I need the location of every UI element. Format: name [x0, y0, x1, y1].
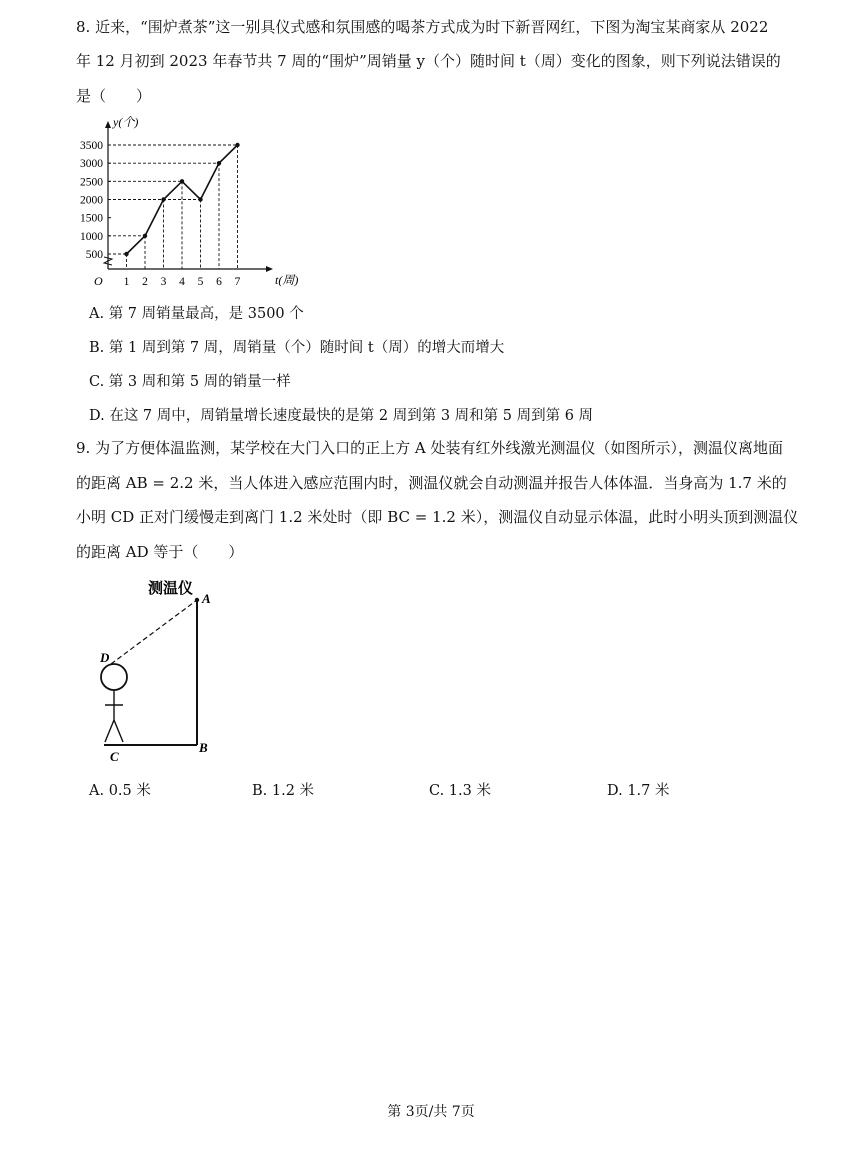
q8-option-d: D. 在这 7 周中，周销量增长速度最快的是第 2 周到第 3 周和第 5 周到第 6 周: [89, 408, 594, 424]
x-axis-label: t(周): [275, 273, 299, 287]
point-d-label: D: [100, 650, 110, 665]
data-point: [198, 197, 202, 201]
q8-option-c: C. 第 3 周和第 5 周的销量一样: [89, 374, 291, 390]
x-tick-label: 6: [216, 276, 222, 288]
device-label: 测温仪: [148, 581, 194, 597]
x-tick-label: 2: [142, 276, 148, 288]
y-axis-arrow: [105, 121, 111, 128]
y-tick-label: 3000: [80, 158, 103, 171]
person-head: [101, 664, 127, 690]
page-footer: 第 3页/共 7页: [387, 1104, 475, 1120]
y-tick-label: 3500: [80, 140, 103, 152]
q9-choice-c: C. 1.3 米: [429, 783, 491, 799]
data-point: [143, 234, 147, 238]
data-point: [217, 161, 221, 165]
point-b-label: B: [199, 740, 208, 755]
q9-thermometer-figure: [90, 572, 230, 767]
person-right-leg: [114, 720, 123, 742]
q8-sales-chart: [70, 108, 310, 294]
point-a-label: A: [202, 591, 211, 606]
q8-line-3: 是（ ）: [76, 87, 152, 105]
x-axis-arrow: [266, 266, 273, 272]
x-tick-label: 7: [234, 276, 241, 288]
y-tick-label: 500: [85, 249, 103, 261]
line-ad-dashed: [111, 600, 197, 664]
q9-choice-d: D. 1.7 米: [607, 783, 670, 799]
x-tick-label: 3: [160, 276, 167, 288]
x-tick-label: 1: [123, 276, 130, 288]
y-tick-label: 1500: [80, 212, 103, 225]
y-tick-label: 1000: [80, 230, 103, 243]
q9-line-1: 9. 为了方便体温监测，某学校在大门入口的正上方 A 处装有红外线激光测温仪（如图所示），测温仪离地面: [76, 439, 783, 457]
q9-line-3: 小明 CD 正对门缓慢走到离门 1.2 米处时（即 BC = 1.2 米），测温仪自动显示体温，此时小明头顶到测温仪: [76, 508, 799, 526]
y-tick-label: 2000: [80, 194, 103, 207]
data-point: [161, 197, 165, 201]
q9-line-4: 的距离 AD 等于（ ）: [76, 543, 244, 561]
q9-choice-b: B. 1.2 米: [252, 783, 315, 799]
point-c-label: C: [110, 749, 119, 764]
q8-option-b: B. 第 1 周到第 7 周，周销量（个）随时间 t（周）的增大而增大: [89, 340, 505, 356]
x-tick-label: 5: [197, 276, 204, 288]
y-tick-label: 2500: [80, 176, 103, 189]
q8-line-1: 8. 近来，“围炉煮茶”这一别具仪式感和氛围感的喝茶方式成为时下新晋网红，下图为淘宝某商家从 2022: [76, 18, 769, 36]
y-axis-label: y(个): [113, 115, 139, 129]
data-point: [235, 143, 239, 147]
person-left-leg: [105, 720, 114, 742]
q9-line-2: 的距离 AB = 2.2 米，当人体进入感应范围内时，测温仪就会自动测温并报告人体体温．当身高为 1.7 米的: [76, 474, 787, 492]
q9-choice-a: A. 0.5 米: [89, 783, 151, 799]
origin-label: O: [94, 274, 103, 288]
x-tick-label: 4: [179, 276, 185, 288]
data-point: [180, 179, 184, 183]
data-point: [124, 252, 128, 256]
q8-option-a: A. 第 7 周销量最高，是 3500 个: [89, 306, 304, 322]
q8-line-2: 年 12 月初到 2023 年春节共 7 周的“围炉”周销量 y（个）随时间 t（周）变化的图象，则下列说法错误的: [76, 52, 781, 70]
axis-break-mark: [104, 257, 112, 265]
